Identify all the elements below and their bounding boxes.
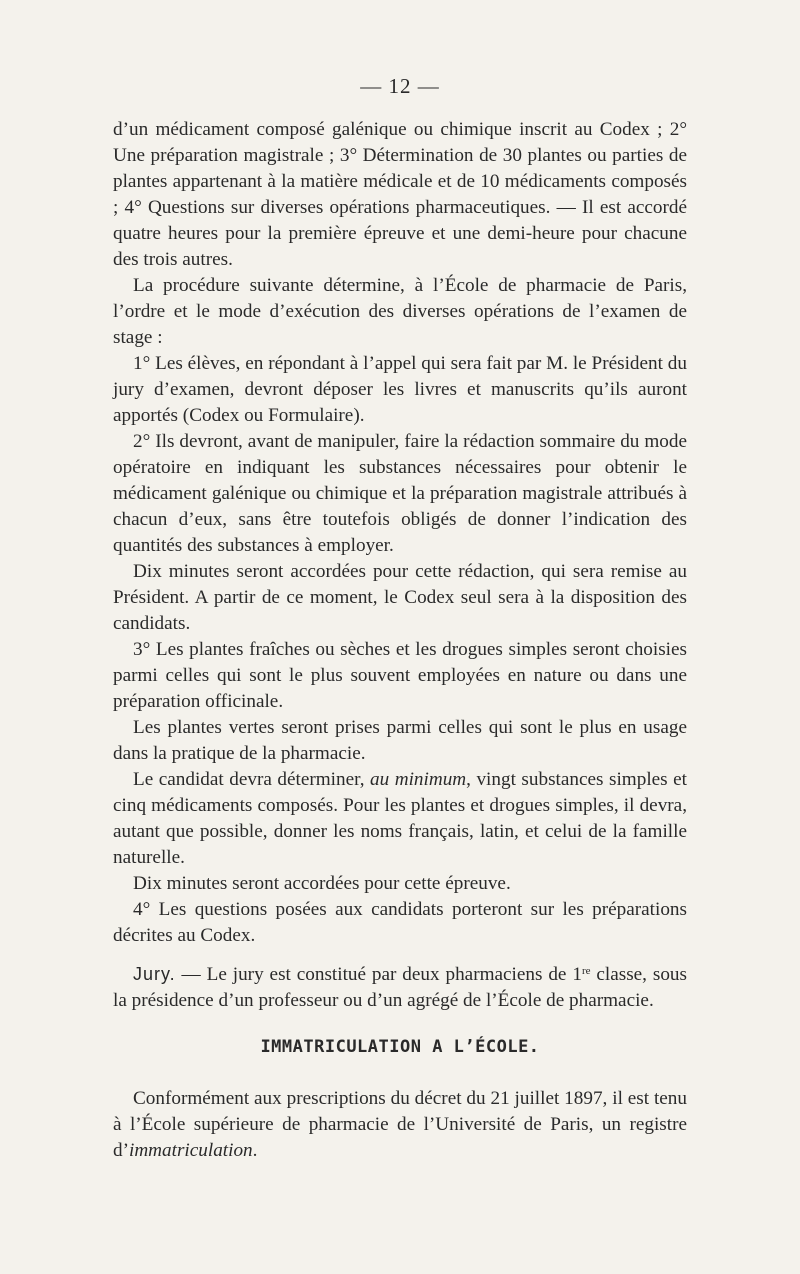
section-heading: IMMATRICULATION A L’ÉCOLE.	[260, 1037, 540, 1057]
paragraph-immatriculation	[113, 1086, 687, 1164]
final-text-after: .	[252, 1140, 258, 1161]
final-italic: immatriculation	[128, 1140, 253, 1161]
paragraph-epreuves: d’un médicament composé galénique ou chimique inscrit au Codex ; 2° Une préparation magistrale ; 3° Détermination de 30 plantes ou parties de plantes appartenant à la matière médicale et de 10 médicaments composés ; 4° Questions sur diverses opérations pharmaceutiques. — Il est accordé quatre heures pour la première épreuve et une demi-heure pour chacune des trois autres.	[113, 119, 687, 270]
jury-superscript: re	[581, 965, 591, 977]
paragraph-dix-minutes: Dix minutes seront accordées pour cette rédaction, qui sera remise au Président. A partir de ce moment, le Codex seul sera à la disposition des candidats.	[113, 561, 687, 634]
page-body	[113, 117, 687, 1164]
candidat-italic: au minimum	[370, 769, 467, 790]
paragraph-candidat	[113, 767, 687, 871]
paragraph-questions: 4° Les questions posées aux candidats porteront sur les préparations décrites au Codex.	[113, 899, 687, 946]
paragraph-redaction: 2° Ils devront, avant de manipuler, faire la rédaction sommaire du mode opératoire en indiquant les substances nécessaires pour obtenir le médicament galénique ou chimique et la préparation magistrale attribués à chacun d’eux, sans être toutefois obligés de donner l’indication des quantités des substances à employer.	[113, 431, 687, 556]
jury-text-before: — Le jury est constitué par deux pharmaciens de 1	[175, 964, 582, 985]
paragraph-procedure: La procédure suivante détermine, à l’École de pharmacie de Paris, l’ordre et le mode d’exécution des diverses opérations de l’examen de stage :	[113, 275, 687, 348]
candidat-text-before: Le candidat devra déterminer,	[133, 769, 371, 790]
jury-text-after: classe, sous la présidence d’un professeur ou d’un agrégé de l’École de pharmacie.	[113, 964, 687, 1011]
paragraph-jury	[113, 961, 687, 1014]
final-text-before: Conformément aux prescriptions du décret du 21 juillet 1897, il est tenu à l’École supérieure de pharmacie de l’Université de Paris, un registre d’	[113, 1088, 687, 1161]
paragraph-plantes: 3° Les plantes fraîches ou sèches et les drogues simples seront choisies parmi celles qui sont le plus souvent employées en nature ou dans une préparation officinale.	[113, 639, 687, 712]
paragraph-plantes-vertes: Les plantes vertes seront prises parmi celles qui sont le plus en usage dans la pratique de la pharmacie.	[113, 717, 687, 764]
jury-label: Jury.	[133, 964, 176, 984]
page-number: — 12 —	[360, 74, 440, 98]
paragraph-eleves: 1° Les élèves, en répondant à l’appel qui sera fait par M. le Président du jury d’examen, devront déposer les livres et manuscrits qu’ils auront apportés (Codex ou Formulaire).	[113, 353, 687, 426]
paragraph-epreuve-time: Dix minutes seront accordées pour cette épreuve.	[133, 873, 511, 894]
candidat-text-after: , vingt substances simples et cinq médicaments composés. Pour les plantes et drogues simples, il devra, autant que possible, donner les noms français, latin, et celui de la famille naturelle.	[113, 769, 687, 868]
